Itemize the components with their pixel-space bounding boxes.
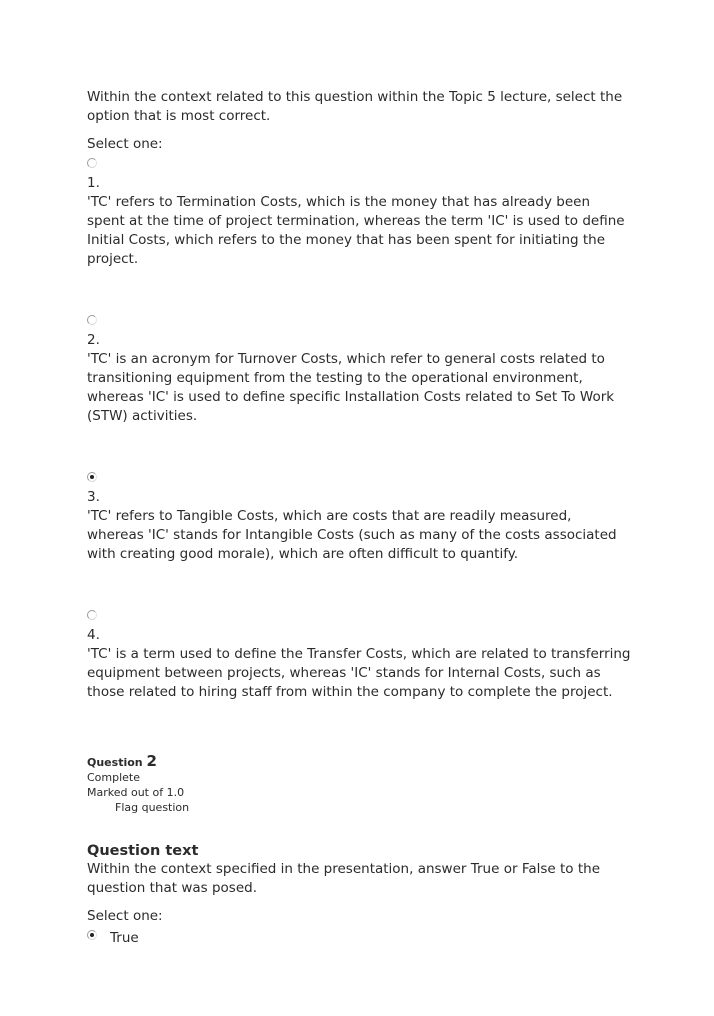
question-state: Complete — [87, 771, 141, 784]
answer-option-2[interactable] — [87, 315, 632, 426]
option-number: 2. — [87, 332, 100, 348]
radio-button-icon[interactable] — [87, 315, 97, 325]
option-text: 'TC' refers to Termination Costs, which is the money that has already been spent at the time of project termination, whereas the term 'IC' is used to define Initial Costs, which refers to the money that has been spent for initiating the project. — [87, 194, 625, 267]
option-number: 1. — [87, 175, 100, 191]
radio-button-selected-icon[interactable] — [87, 930, 97, 940]
question-number — [87, 754, 632, 770]
radio-button-icon[interactable] — [87, 158, 97, 168]
flag-question-link[interactable]: Flag question — [115, 801, 190, 814]
question-1-prompt: Within the context related to this question within the Topic 5 lecture, select the option that is most correct. — [87, 89, 623, 124]
question-1-select-label: Select one: — [87, 136, 163, 152]
answer-option-4[interactable] — [87, 610, 632, 702]
answer-option-3[interactable] — [87, 472, 632, 564]
question-text-heading: Question text — [87, 843, 199, 859]
question-2-select-label: Select one: — [87, 908, 163, 924]
radio-button-icon[interactable] — [87, 610, 97, 620]
answer-option-true[interactable] — [87, 929, 632, 948]
answer-option-1[interactable] — [87, 158, 632, 269]
option-number: 3. — [87, 489, 100, 505]
question-2-info — [87, 754, 632, 815]
question-2-prompt: Within the context specified in the presentation, answer True or False to the question that was posed. — [87, 861, 600, 896]
option-text: 'TC' refers to Tangible Costs, which are costs that are readily measured, whereas 'IC' stands for Intangible Costs (such as many of the costs associated with creating good morale), which are often difficult to quantify. — [87, 508, 617, 562]
option-text: 'TC' is an acronym for Turnover Costs, which refer to general costs related to transitioning equipment from the testing to the operational environment, whereas 'IC' is used to define specific Installation Costs related to Set To Work (STW) activities. — [87, 351, 615, 424]
option-number: 4. — [87, 627, 100, 643]
question-label: Question — [87, 756, 143, 769]
radio-button-selected-icon[interactable] — [87, 472, 97, 482]
answer-label: True — [110, 930, 139, 946]
quiz-page — [87, 88, 632, 948]
question-number-value: 2 — [146, 752, 157, 770]
question-grade: Marked out of 1.0 — [87, 786, 185, 799]
option-text: 'TC' is a term used to define the Transfer Costs, which are related to transferring equipment between projects, whereas 'IC' stands for Internal Costs, such as those related to hiring staff from within the company to complete the project. — [87, 646, 631, 700]
